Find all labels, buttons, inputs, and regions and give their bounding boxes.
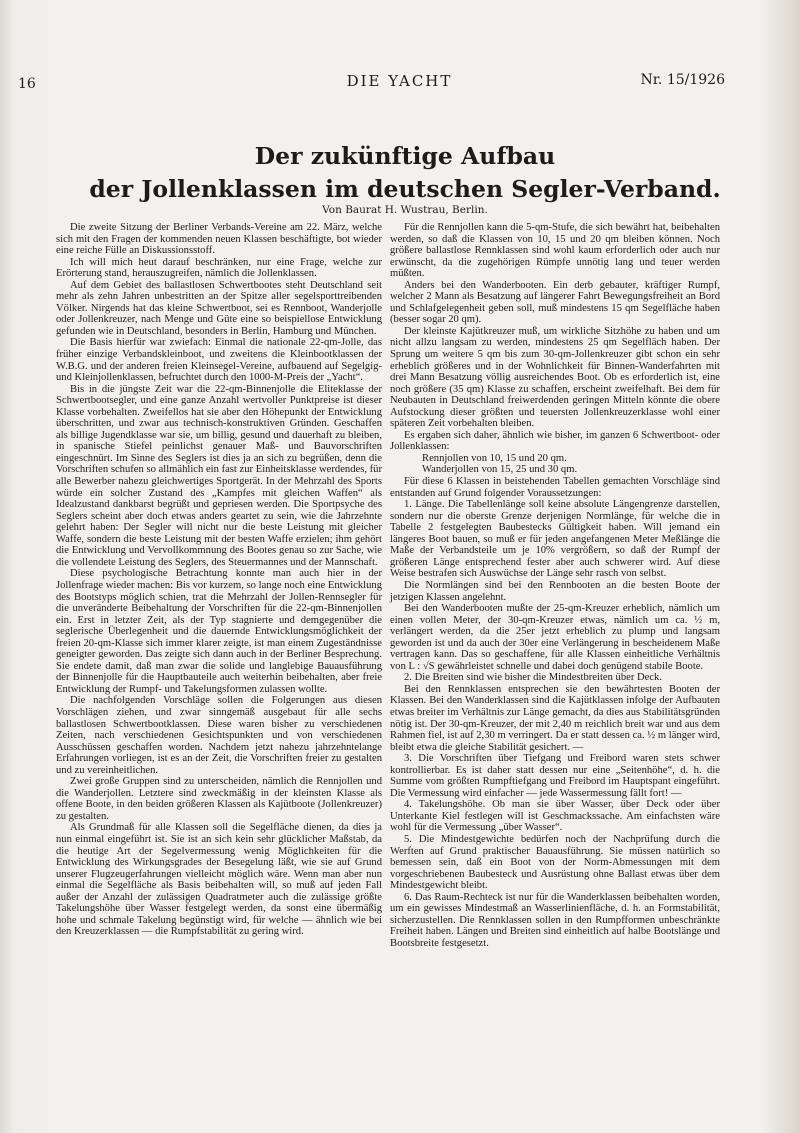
paragraph: Anders bei den Wanderbooten. Ein derb gebauter, kräftiger Rumpf, welcher 2 Mann als Besatzung auf längerer Fahrt Bewegungsfreiheit an Bord und Schlafgelegenheit geben soll, muß mindestens 15 qm Segelfläche haben (besser sogar 20 qm). bbox=[390, 279, 720, 326]
left-column bbox=[56, 222, 382, 938]
article-title-line-1: Der zukünftige Aufbau bbox=[254, 142, 556, 170]
paragraph: Die Normlängen sind bei den Rennbooten an die besten Boote der jetzigen Klassen angelehnt. bbox=[390, 579, 720, 603]
journal-name: DIE YACHT bbox=[346, 72, 453, 90]
paragraph: 3. Die Vorschriften über Tiefgang und Freibord waren stets schwer kontrollierbar. Es ist daher statt dessen nur eine „Seitenhöhe“, d. h. die Summe vom größten Rumpftiefgang und Freibord im Hauptspant eingeführt. Die Vermessung wird einfacher — jede Wassermessung fällt fort! — bbox=[390, 753, 720, 799]
class-list-item: Rennjollen von 10, 15 und 20 qm. bbox=[422, 452, 567, 464]
paragraph: Auf dem Gebiet des ballastlosen Schwertbootes steht Deutschland seit mehr als zehn Jahren unbestritten an der Spitze aller segelsporttreibenden Völker. Nirgends hat das kleine Schwertboot, sei es Rennboot, Wanderjolle oder Jollenkreuzer, nach Menge und Güte eine so beispiellose Entwicklung gefunden wie in Deutschland, besonders in Berlin, Hamburg und München. bbox=[56, 279, 382, 337]
paragraph: 5. Die Mindestgewichte bedürfen noch der Nachprüfung durch die Werften auf Grund praktischer Bauausführung. Sie müssen natürlich so bemessen sein, daß ein Boot von der Norm-Abmessungen mit dem vorgeschriebenen Baubesteck und Ausrüstung ohne Ballast etwas über dem Mindestgewicht bleibt. bbox=[390, 833, 720, 892]
paragraph: Die zweite Sitzung der Berliner Verbands-Vereine am 22. März, welche sich mit den Fragen der kommenden neuen Klassen beschäftigte, bot wieder eine reiche Fülle an Diskussionsstoff. bbox=[56, 222, 382, 257]
page-number: 16 bbox=[18, 76, 36, 92]
paragraph: Diese psychologische Betrachtung konnte man auch hier in der Jollenfrage wieder machen: Bis vor kurzem, so lange noch eine Entwicklung des Bootstyps möglich schien, trat die Mehrzahl der Jollen-Rennsegler für die unveränderte Beibehaltung der Vorschriften für die 22-qm-Binnenjollen ein. Erst in letzter Zeit, als der Typ stagnierte und demgegenüber die seglerische Überlegenheit und die dauernde Entwicklungsmöglichkeit der freien 20-qm-Klasse sich immer klarer zeigte, ist man einem Zugeständnisse geneigter geworden. Das zeigte sich dann auch in der Berliner Besprechung. Sie endete damit, daß man zwar die solide und langlebige Bauausführung der Binnenjolle für die Hauptbauteile auch weiterhin beibehalten, aber freie Entwicklung der Rumpf- und Takelungsformen zulassen wollte. bbox=[56, 568, 382, 695]
paragraph: Für diese 6 Klassen in beistehenden Tabellen gemachten Vorschläge sind entstanden auf Grund folgender Voraussetzungen: bbox=[390, 476, 720, 499]
paragraph: Zwei große Gruppen sind zu unterscheiden, nämlich die Rennjollen und die Wanderjollen. Letztere sind zweckmäßig in der kleinsten Klasse als offene Boote, in den beiden größeren Klassen als Kajütboote (Jollenkreuzer) zu gestalten. bbox=[56, 776, 382, 822]
paragraph: Die nachfolgenden Vorschläge sollen die Folgerungen aus diesen Vorschlägen ziehen, und zwar sinngemäß ausgebaut für alle sechs ballastlosen Schwertbootklassen. Diese waren bisher zu verschiedenen Zeiten, nach verschiedenen Gesichtspunkten und von verschiedenen Ausschüssen geschaffen worden. Nachdem jetzt nahezu jahrzehntelange Erfahrungen vorliegen, ist es an der Zeit, die Vorschriften freier zu gestalten und zu vereinheitlichen. bbox=[56, 695, 382, 776]
paragraph: Es ergaben sich daher, ähnlich wie bisher, im ganzen 6 Schwertboot- oder Jollenklassen: bbox=[390, 429, 720, 453]
paragraph: Bis in die jüngste Zeit war die 22-qm-Binnenjolle die Eliteklasse der Schwertbootsegler, und eine ganze Anzahl wertvoller Punktpreise ist dieser Klasse vorbehalten. Zweifellos hat sie aber den Höhepunkt der Entwicklung überschritten, und zwar aus technisch-konstruktiven Gründen. Geschaffen als billige Jugendklasse war sie, um billig, gesund und dauerhaft zu bleiben, in spanische Stiefel peinlichst genauer Maß- und Bauvorschriften eingeschnürt. Im Sinne des Seglers ist dies ja an sich zu begrüßen, denn die Vorschriften schufen so allmählich ein fast zur Einheitsklasse werdendes, für alle Bewerber nahezu gleichwertiges Sportgerät. In der Mehrzahl des Sports würde ein solcher Zustand des „Kampfes mit gleichen Waffen“ als Idealzustand dankbarst begrüßt und gepriesen werden. Die Sportpsyche des Seglers scheint aber doch etwas anders geartet zu sein, wie die Jahrzehnte gelehrt haben: Der Segler will nicht nur die beste Leistung mit gleicher Waffe, sondern die beste Leistung mit der besten Waffe erzielen; ihm gehört die Entwicklung und Vervollkommnung des Bootes genau so zur Sache, wie die vollendete Leistung des Seglers, des Steuermannes und der Mannschaft. bbox=[56, 383, 382, 568]
paragraph: Die Basis hierfür war zwiefach: Einmal die nationale 22-qm-Jolle, das früher einzige Verbandskleinboot, und zweitens die Kleinbootklassen der W.B.G. und der anderen freien Kleinsegel-Vereine, aufbauend auf Segelgig- und Kleinjollenklassen, befruchtet durch den 1000-M-Preis der „Yacht“. bbox=[56, 337, 382, 384]
paragraph: Ich will mich heut darauf beschränken, nur eine Frage, welche zur Erörterung stand, herauszugreifen, nämlich die Jollenklassen. bbox=[56, 256, 382, 280]
paragraph: 4. Takelungshöhe. Ob man sie über Wasser, über Deck oder über Unterkante Kiel festlegen will ist Geschmackssache. Am einfachsten wäre wohl für die Vermessung „über Wasser“. bbox=[390, 799, 720, 834]
paragraph: Für die Rennjollen kann die 5-qm-Stufe, die sich bewährt hat, beibehalten werden, so daß die Klassen von 10, 15 und 20 qm bleiben können. Noch größere ballastlose Rennklassen sind wohl kaum erforderlich oder auch nur erwünscht, da die zugehörigen Rümpfe unnötig lang und teuer werden müßten. bbox=[390, 222, 720, 280]
paragraph: 2. Die Breiten sind wie bisher die Mindestbreiten über Deck. bbox=[404, 672, 663, 684]
paragraph: Als Grundmaß für alle Klassen soll die Segelfläche dienen, da dies ja nun einmal eingeführt ist. Sie ist an sich kein sehr glücklicher Maßstab, da die heutige Art der Segelvermessung wenig Möglichkeiten für die Entwicklung des Wirkungsgrades der Besegelung läßt, wie sie auf Grund unserer Flugzeugerfahrungen vielleicht möglich wäre. Wenn man aber nun einmal die Segelfläche als Basis beibehalten will, so muß auf jeden Fall außer der Anzahl der zulässigen Quadratmeter auch die zulässige größte Takelungshöhe über Wasser festgelegt werden, da sonst eine übermäßig hohe und schmale Takelung begünstigt wird, für welche — ähnlich wie bei den Kreuzerklassen — die Rumpfstabilität zu gering wird. bbox=[56, 822, 382, 938]
issue-number: Nr. 15/1926 bbox=[640, 72, 725, 88]
paragraph: 1. Länge. Die Tabellenlänge soll keine absolute Längengrenze darstellen, sondern nur die oberste Grenze derjenigen Normlänge, für welche die in Tabelle 2 festgelegten Baubestecks Gültigkeit haben. Will jemand ein längeres Boot bauen, so muß er für jeden angefangenen Meter Meßlänge die Maße der Verbandsteile um je 10% vergrößern, so daß der Rumpf der größeren Länge entsprechend fester aber auch schwerer wird. Auf diese Weise bestrafen sich Auswüchse der Länge sehr rasch von selbst. bbox=[390, 499, 720, 580]
article-author: Von Baurat H. Wustrau, Berlin. bbox=[322, 204, 488, 216]
paragraph: 6. Das Raum-Rechteck ist nur für die Wanderklassen beibehalten worden, um ein gewisses Mindestmaß an Wasserlinienfläche, d. h. an Formstabilität, sicherzustellen. Die Rennklassen sollen in den Rumpfformen unbeschränkte Freiheit haben. Längen und Breiten sind einheitlich auf halbe Bootslänge und Bootsbreite festgesetzt. bbox=[390, 891, 720, 949]
paragraph: Bei den Wanderbooten mußte der 25-qm-Kreuzer erheblich, nämlich um einen vollen Meter, der 30-qm-Kreuzer etwas, nämlich um ca. ½ m, verlängert werden, da die 25er jetzt erheblich zu plump und langsam geworden ist und da auch der 30er eine Verlängerung in bescheidenem Maße vertragen kann. Das so geschaffene, für alle Klassen einheitliche Verhältnis von L : √S gewährleistet schnelle und dabei doch genügend stabile Boote. bbox=[390, 603, 720, 672]
page-header bbox=[0, 70, 799, 92]
class-list-item: Wanderjollen von 15, 25 und 30 qm. bbox=[422, 464, 578, 476]
paragraph: Bei den Rennklassen entsprechen sie den bewährtesten Booten der Klassen. Bei den Wanderklassen sind die Kajütklassen infolge der Aufbauten etwas breiter im Verhältnis zur Länge gemacht, da dies aus Stabilitätsgründen nötig ist. Der 30-qm-Kreuzer, der mit 2,40 m reichlich breit war und aus dem Rahmen fiel, ist auf 2,30 m verringert. Da er statt dessen ca. ½ m länger wird, bleibt etwa die gleiche Stabilität gesichert. — bbox=[390, 683, 720, 753]
article-title bbox=[40, 140, 770, 206]
right-column bbox=[390, 222, 720, 949]
paragraph: Der kleinste Kajütkreuzer muß, um wirkliche Sitzhöhe zu haben und um nicht allzu langsam zu werden, mindestens 25 qm Segelfläch haben. Der Sprung um weitere 5 qm bis zum 30-qm-Jollenkreuzer gibt schon ein sehr erheblich größeres und in der Wohnlichkeit für Binnen-Wanderfahrten mit drei Mann Besatzung völlig ausreichendes Boot. Ob es erforderlich ist, eine noch größere (35 qm) Klasse zu schaffen, erscheint zweifelhaft. Bei dem für Neubauten in Deutschland freiwerdenden geringen Mitteln könnte die obere Aufstockung dieser größten und teuersten Jollenkreuzerklasse wohl einer späteren Zeit vorbehalten bleiben. bbox=[390, 325, 720, 430]
article-title-line-2: der Jollenklassen im deutschen Segler-Verband. bbox=[89, 175, 721, 203]
